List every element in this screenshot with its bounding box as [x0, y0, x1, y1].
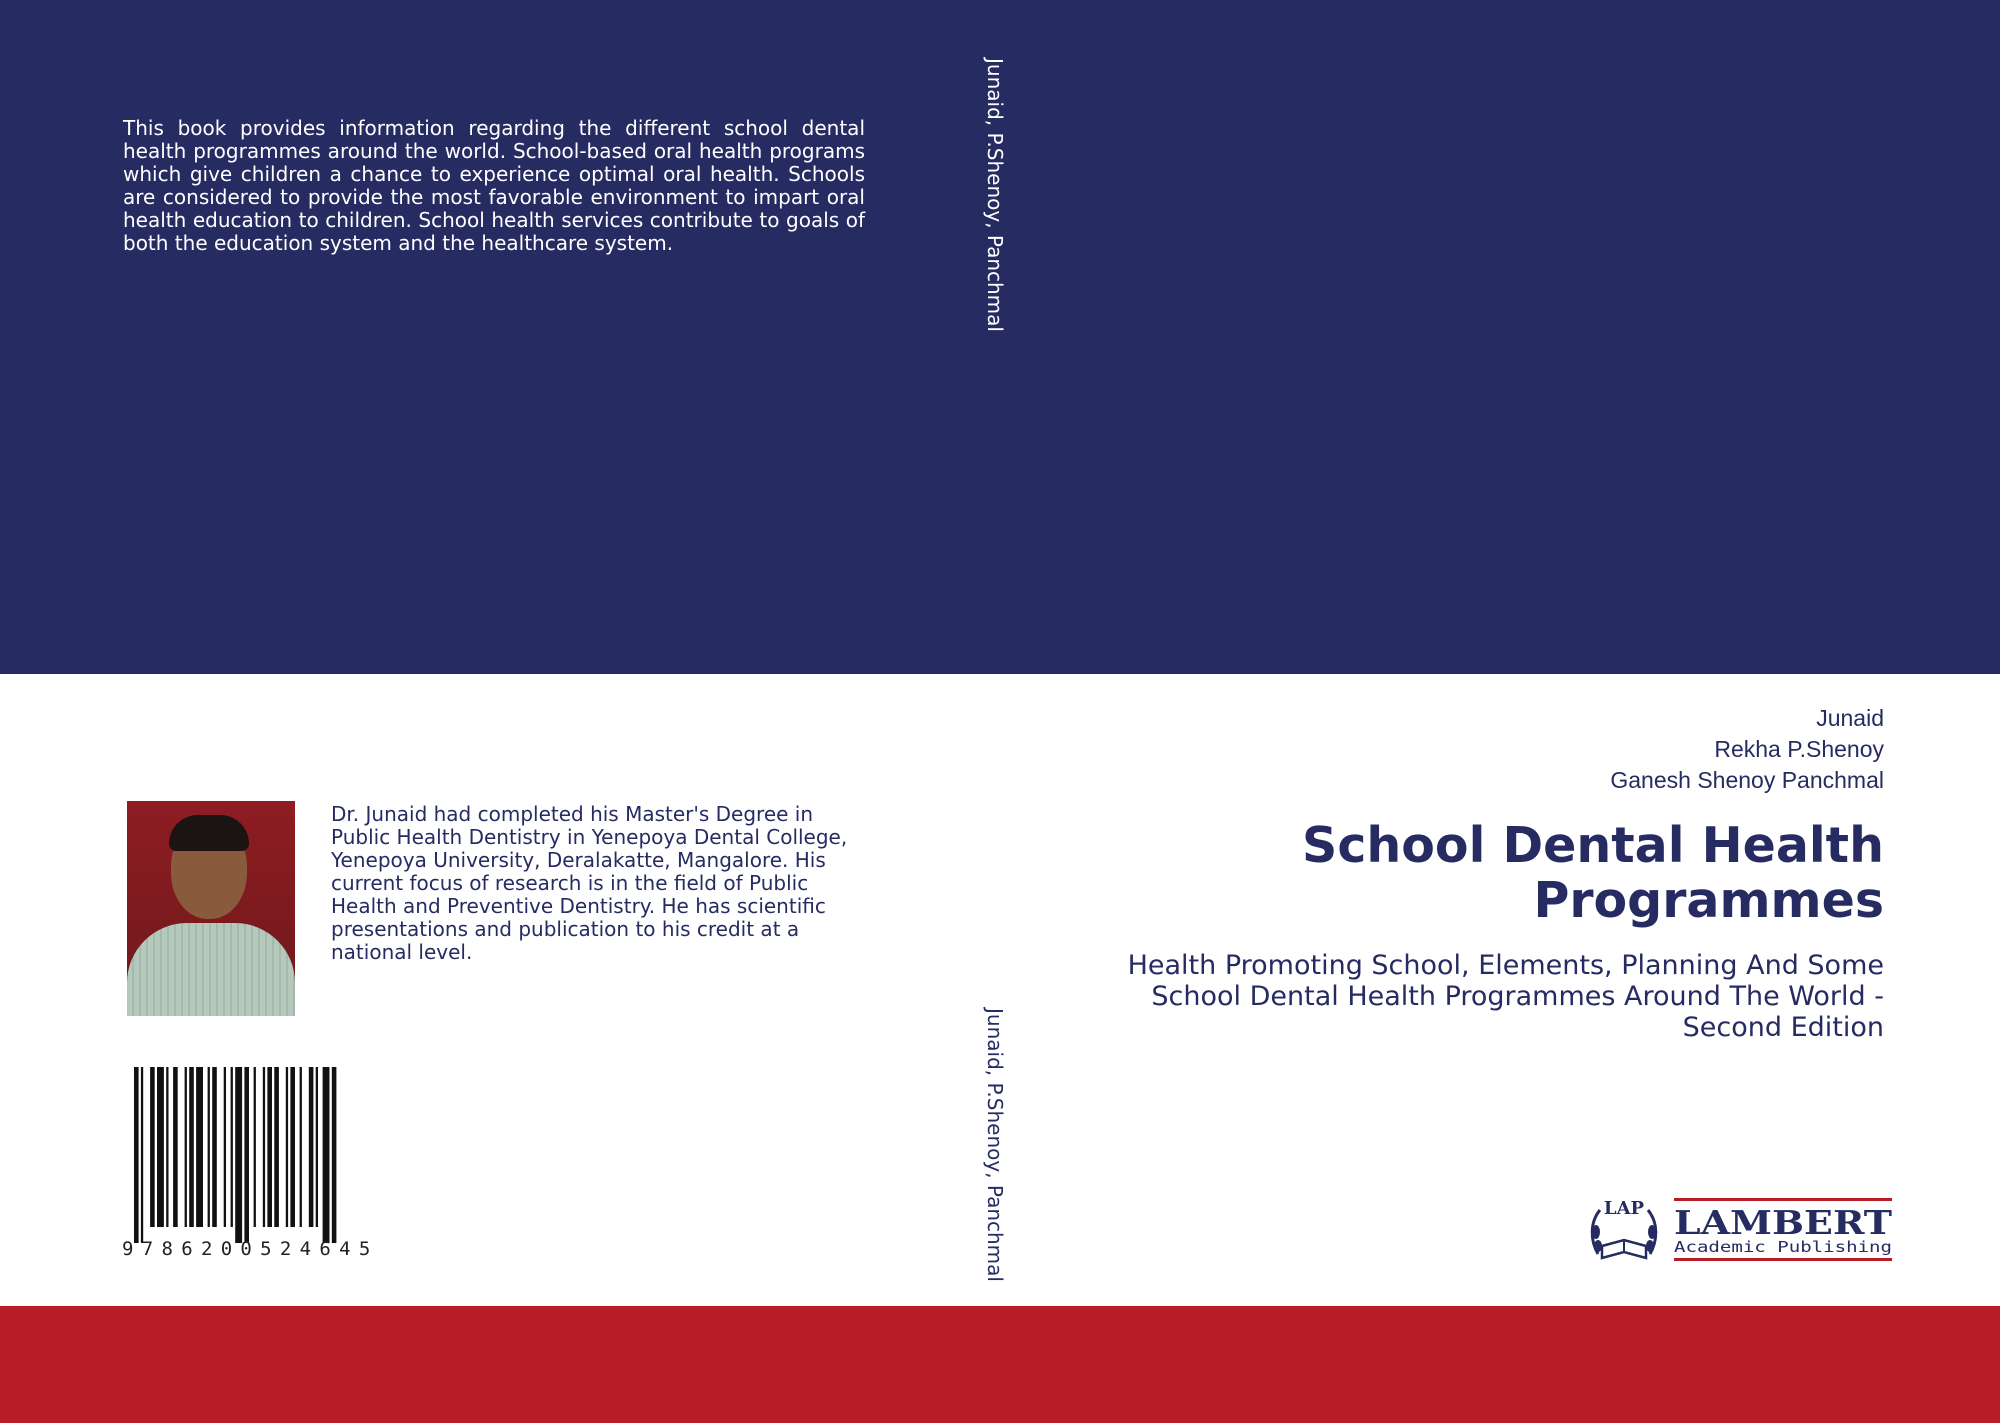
author-photo [127, 801, 295, 1016]
bottom-red-band [0, 1306, 2000, 1423]
book-subtitle: Health Promoting School, Elements, Planning And Some School Dental Health Programmes Around The World - Second Edition [1127, 950, 1884, 1043]
book-blurb: This book provides information regarding the different school dental health programmes around the world. School-based oral health programs which give children a chance to experience optimal oral health. Schools are considered to provide the most favorable environment to impart oral health education to children. School health services contribute to goals of both the education system and the healthcare system. [123, 116, 865, 255]
author-3: Ganesh Shenoy Panchmal [1610, 767, 1884, 793]
front-authors [1610, 703, 1884, 796]
author-bio: Dr. Junaid had completed his Master's Degree in Public Health Dentistry in Yenepoya Dental College, Yenepoya University, Deralakatte, Mangalore. His current focus of research is in the field of Public Health and Preventive Dentistry. He has scientific presentations and publication to his credit at a national level. [331, 802, 848, 964]
book-title [1302, 818, 1884, 928]
publisher-mark: LAP [1603, 1198, 1645, 1219]
isbn-digits: 9786200524645 [122, 1238, 379, 1260]
publisher-name: LAMBERT [1674, 1203, 1893, 1242]
title-line-2: Programmes [1533, 872, 1884, 929]
spine-authors-top: Junaid, P.Shenoy, Panchmal [983, 58, 1007, 332]
author-1: Junaid [1816, 705, 1884, 731]
publisher-tagline: Academic Publishing [1674, 1238, 1892, 1256]
title-line-1: School Dental Health [1302, 817, 1884, 874]
author-2: Rekha P.Shenoy [1714, 736, 1884, 762]
spine-authors-bottom: Junaid, P.Shenoy, Panchmal [983, 1008, 1007, 1282]
publisher-logo [1588, 1192, 1894, 1266]
barcode [134, 1067, 444, 1243]
